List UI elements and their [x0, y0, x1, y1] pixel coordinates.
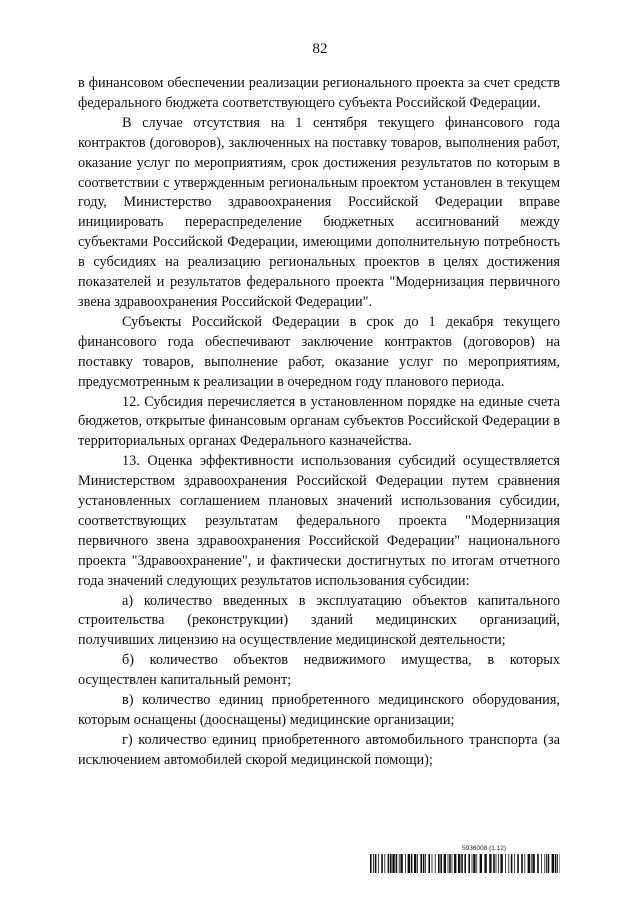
paragraph: в) количество единиц приобретенного медицинского оборудования, которым оснащены (дооснащены) медицинские организации;	[78, 692, 560, 728]
paragraph: г) количество единиц приобретенного автомобильного транспорта (за исключением автомобилей скорой медицинской помощи);	[78, 731, 560, 768]
paragraph: В случае отсутствия на 1 сентября текущего финансового года контрактов (договоров), заключенных на поставку товаров, выполнения работ, оказание услуг по мероприятиям, срок достижения результатов по которым в соответствии с утвержденным региональным проектом установлен в текущем году, Министерство здравоохранения Российской Федерации вправе инициировать перераспределение бюджетных ассигнований между субъектами Российской Федерации, имеющими дополнительную потребность в субсидиях на реализацию региональных проектов в целях достижения показателей и результатов федерального проекта "Модернизация первичного звена здравоохранения Российской Федерации".	[78, 114, 560, 310]
paragraph: в финансовом обеспечении реализации регионального проекта за счет средств федерального бюджета соответствующего субъекта Российской Федерации.	[78, 75, 560, 111]
paragraph: а) количество введенных в эксплуатацию объектов капитального строительства (реконструкции) зданий медицинских организаций, получивших лицензию на осуществление медицинской деятельности;	[78, 592, 560, 649]
paragraph: 12. Субсидия перечисляется в установленном порядке на единые счета бюджетов, открытые финансовым органам субъектов Российской Федерации в территориальных органах Федерального казначейства.	[78, 393, 560, 450]
barcode	[370, 845, 560, 873]
paragraph: б) количество объектов недвижимого имущества, в которых осуществлен капитальный ремонт;	[78, 652, 560, 689]
document-body	[78, 74, 560, 771]
page-number: 82	[312, 40, 328, 57]
barcode-bars	[370, 854, 560, 873]
paragraph: Субъекты Российской Федерации в срок до 1 декабря текущего финансового года обеспечивают заключение контрактов (договоров) на поставку товаров, выполнение работ, оказание услуг по мероприятиям, предусмотренным к реализации в очередном году планового периода.	[78, 313, 560, 390]
barcode-caption: 5936008 (1.12)	[462, 845, 507, 852]
paragraph: 13. Оценка эффективности использования субсидий осуществляется Министерством здравоохранения Российской Федерации путем сравнения установленных соглашением плановых значений использования субсидии, соответствующих результатам федерального проекта "Модернизация первичного звена здравоохранения Российской Федерации" национального проекта "Здравоохранение", и фактически достигнутых по итогам отчетного года значений следующих результатов использования субсидии:	[78, 453, 560, 589]
